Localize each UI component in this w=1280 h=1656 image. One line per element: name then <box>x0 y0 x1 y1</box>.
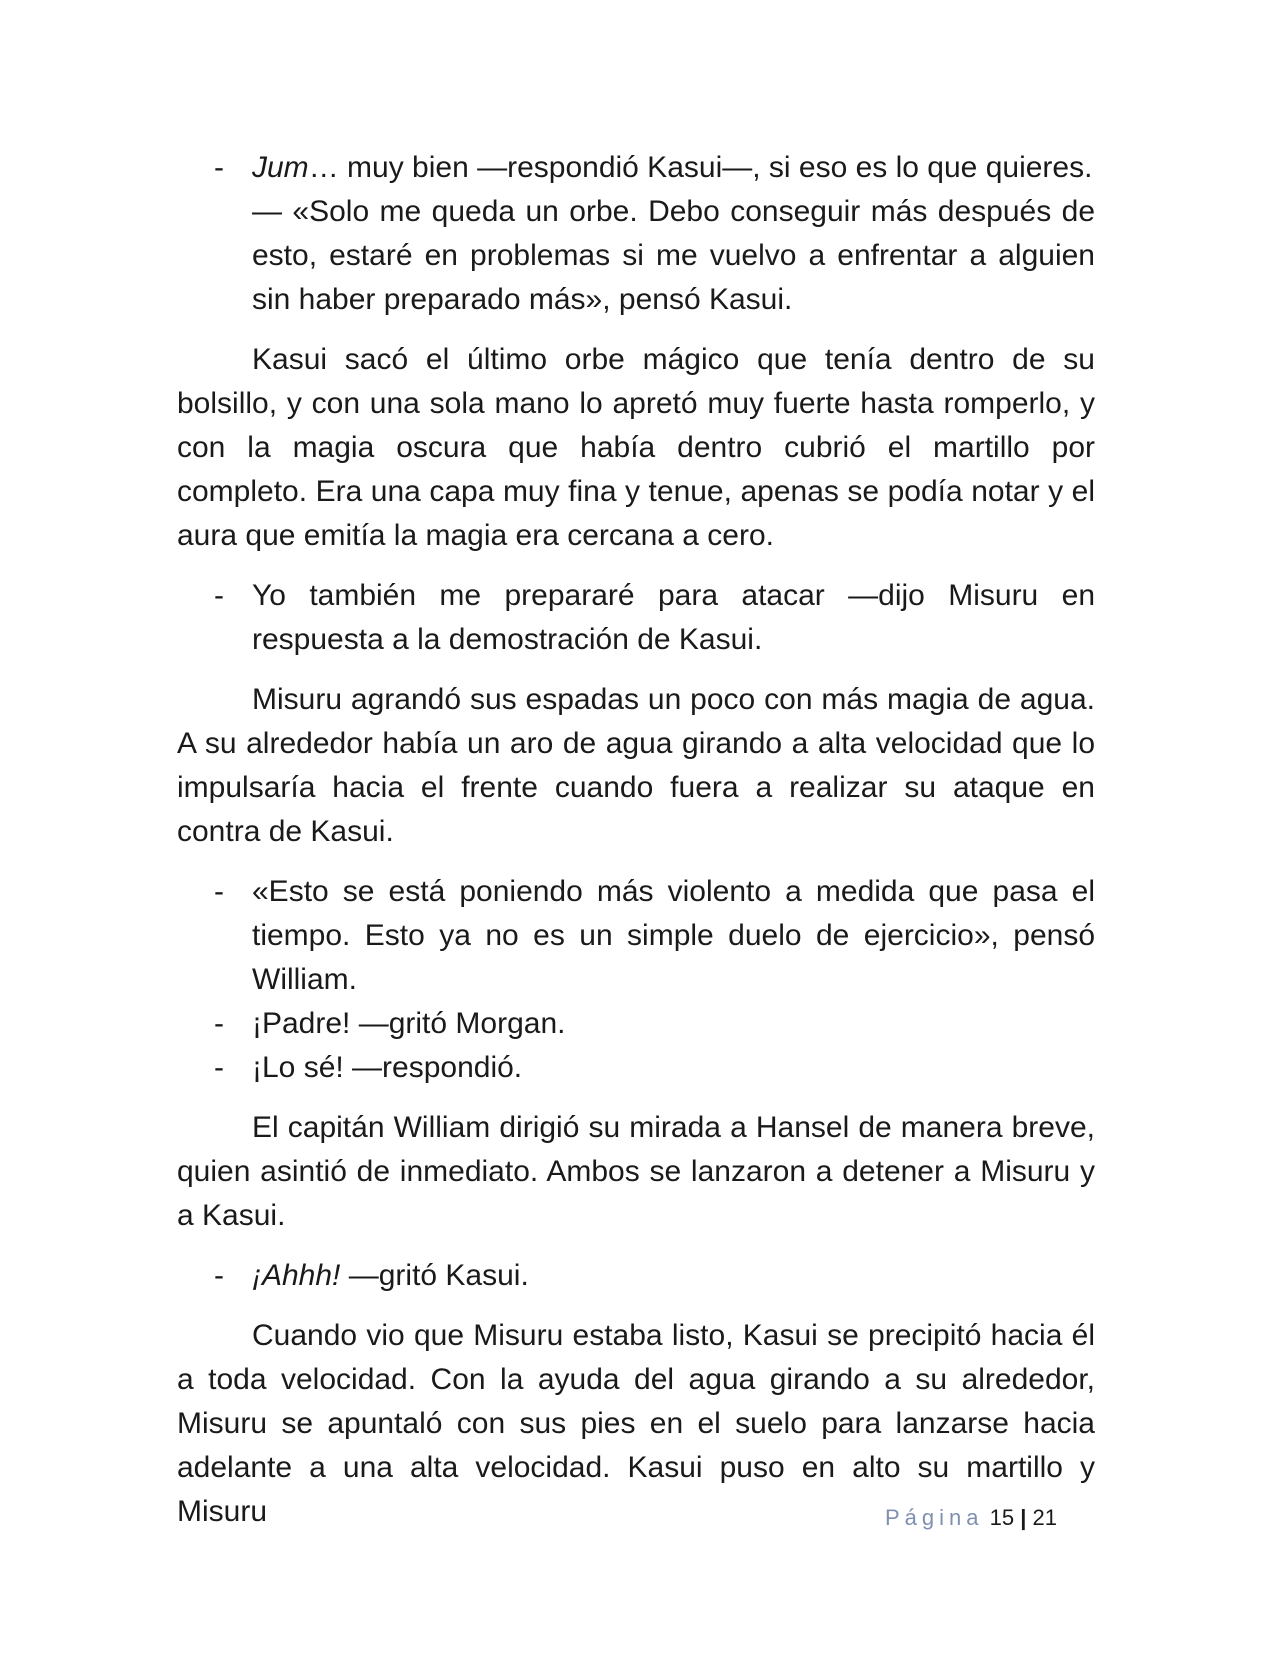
narrative-paragraph: Misuru agrandó sus espadas un poco con más magia de agua. A su alrededor había un aro de agua girando a alta velocidad que lo impulsaría hacia el frente cuando fuera a realizar su ataque en contra de Kasui. <box>177 683 1095 848</box>
dialogue-line <box>177 1254 1095 1298</box>
italic-shout: ¡Ahhh! <box>252 1259 341 1292</box>
page-footer <box>885 1505 1057 1531</box>
italic-interjection: Jum <box>252 151 309 184</box>
dialogue-dash: - <box>214 1259 224 1292</box>
dialogue-dash: - <box>214 151 224 184</box>
dialogue-text <box>252 146 1095 190</box>
dialogue-line <box>177 146 1095 322</box>
dialogue-line <box>177 574 1095 662</box>
dialogue-dash: - <box>214 875 224 908</box>
dialogue-text <box>252 1254 1095 1298</box>
dialogue-text: ¡Padre! —gritó Morgan. <box>252 1007 566 1040</box>
page-total: 21 <box>1032 1505 1058 1530</box>
dialogue-line <box>177 1002 1095 1046</box>
dialogue-text-rest: —gritó Kasui. <box>340 1259 529 1292</box>
dialogue-text: «Esto se está poniendo más violento a medida que pasa el tiempo. Esto ya no es un simple duelo de ejercicio», pensó William. <box>252 875 1095 996</box>
page-body <box>177 146 1095 1550</box>
dialogue-dash: - <box>214 1007 224 1040</box>
narrative-paragraph: Kasui sacó el último orbe mágico que tenía dentro de su bolsillo, y con una sola mano lo apretó muy fuerte hasta romperlo, y con la magia oscura que había dentro cubrió el martillo por completo. Era una capa muy fina y tenue, apenas se podía notar y el aura que emitía la magia era cercana a cero. <box>177 343 1095 552</box>
page-current: 15 <box>989 1505 1015 1530</box>
dialogue-thought: — «Solo me queda un orbe. Debo conseguir más después de esto, estaré en problemas si me vuelvo a enfrentar a alguien sin haber preparado más», pensó Kasui. <box>252 195 1095 316</box>
narrative-paragraph: Cuando vio que Misuru estaba listo, Kasui se precipitó hacia él a toda velocidad. Con la ayuda del agua girando a su alrededor, Misuru se apuntaló con sus pies en el suelo para lanzarse hacia adelante a una alta velocidad. Kasui puso en alto su martillo y Misuru <box>177 1319 1095 1528</box>
dialogue-line <box>177 870 1095 1002</box>
page-word: Página <box>885 1505 984 1530</box>
dialogue-line <box>177 1046 1095 1090</box>
dialogue-dash: - <box>214 1051 224 1084</box>
dialogue-text: Yo también me prepararé para atacar —dijo Misuru en respuesta a la demostración de Kasui. <box>252 579 1095 656</box>
narrative-paragraph: El capitán William dirigió su mirada a Hansel de manera breve, quien asintió de inmediato. Ambos se lanzaron a detener a Misuru y a Kasui. <box>177 1111 1095 1232</box>
page-separator: | <box>1020 1505 1027 1530</box>
dialogue-dash: - <box>214 579 224 612</box>
dialogue-group <box>177 870 1095 1090</box>
dialogue-text-rest: … muy bien —respondió Kasui—, si eso es lo que quieres. <box>308 151 1093 184</box>
dialogue-text: ¡Lo sé! —respondió. <box>252 1051 523 1084</box>
